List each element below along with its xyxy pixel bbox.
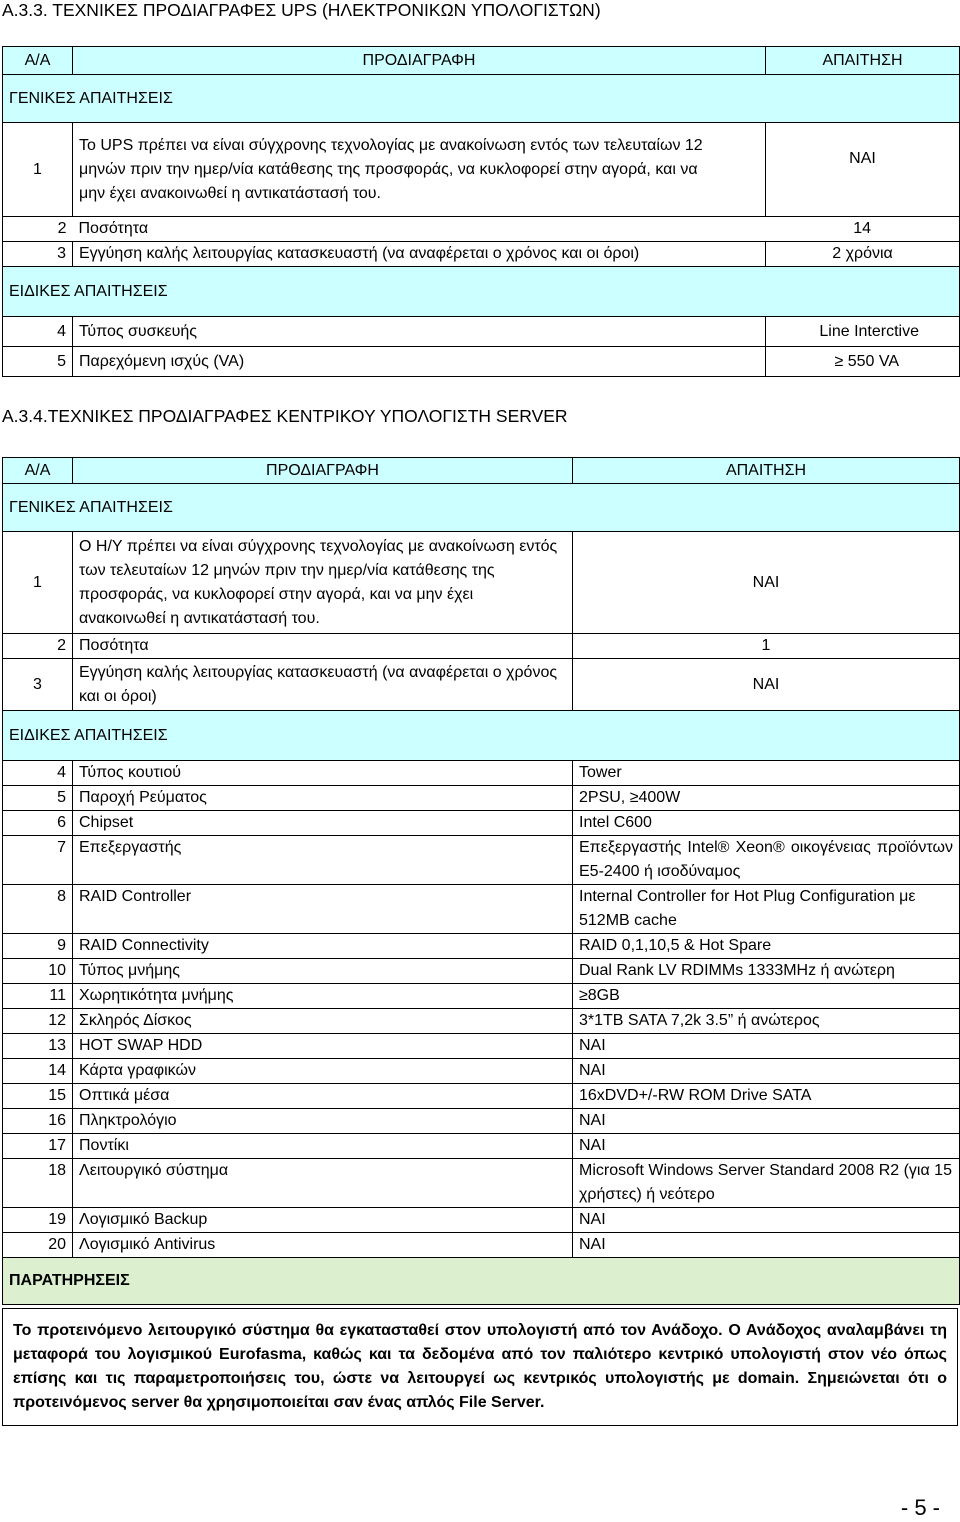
row-number: 2	[3, 217, 73, 242]
table-row	[3, 761, 960, 786]
remarks-title: ΠΑΡΑΤΗΡΗΣΕΙΣ	[3, 1258, 960, 1305]
table-row	[3, 242, 960, 267]
row-spec: Ποσότητα	[73, 634, 573, 659]
row-spec: Το UPS πρέπει να είναι σύγχρονης τεχνολογίας με ανακοίνωση εντός των τελευταίων 12 μηνών πριν την ημερ/νία κατάθεσης της προσφοράς, να κυκλοφορεί στην αγορά, και να μην έχει ανακοινωθεί η αντικατάστασή του.	[73, 123, 766, 217]
row-spec: Παρεχόμενη ισχύς (VA)	[73, 347, 766, 377]
ups-section-title: Α.3.3. ΤΕΧΝΙΚΕΣ ΠΡΟΔΙΑΓΡΑΦΕΣ UPS (ΗΛΕΚΤΡΟΝΙΚΩΝ ΥΠΟΛΟΓΙΣΤΩΝ)	[2, 0, 601, 20]
row-number: 1	[3, 532, 73, 634]
row-requirement: ΝΑΙ	[573, 1059, 960, 1084]
row-spec: Τύπος κουτιού	[73, 761, 573, 786]
row-number: 5	[3, 786, 73, 811]
row-requirement: ΝΑΙ	[573, 659, 960, 711]
ups-special-title: ΕΙΔΙΚΕΣ ΑΠΑΙΤΗΣΕΙΣ	[3, 267, 960, 317]
row-number: 2	[3, 634, 73, 659]
table-row	[3, 1208, 960, 1233]
row-requirement: ΝΑΙ	[573, 1134, 960, 1159]
row-requirement: Line Interctive	[766, 317, 960, 347]
row-spec: Τύπος μνήμης	[73, 959, 573, 984]
row-number: 19	[3, 1208, 73, 1233]
row-requirement: 2PSU, ≥400W	[573, 786, 960, 811]
row-number: 9	[3, 934, 73, 959]
row-requirement: ≥8GB	[573, 984, 960, 1009]
row-number: 15	[3, 1084, 73, 1109]
row-spec: RAID Connectivity	[73, 934, 573, 959]
table-row	[3, 532, 960, 634]
row-requirement: Internal Controller for Hot Plug Configuration με 512MB cache	[573, 885, 960, 934]
row-number: 3	[3, 659, 73, 711]
row-requirement: ≥ 550 VA	[766, 347, 960, 377]
table-row	[3, 1109, 960, 1134]
table-row	[3, 659, 960, 711]
table-row	[3, 217, 960, 242]
row-requirement: 2 χρόνια	[766, 242, 960, 267]
row-number: 6	[3, 811, 73, 836]
row-number: 8	[3, 885, 73, 934]
table-row	[3, 634, 960, 659]
row-requirement: Dual Rank LV RDIMMs 1333MHz ή ανώτερη	[573, 959, 960, 984]
table-row	[3, 1134, 960, 1159]
server-header-req: ΑΠΑΙΤΗΣΗ	[573, 458, 960, 484]
row-spec: Κάρτα γραφικών	[73, 1059, 573, 1084]
ups-header-req: ΑΠΑΙΤΗΣΗ	[766, 47, 960, 75]
row-requirement: Tower	[573, 761, 960, 786]
table-row	[3, 959, 960, 984]
row-requirement: RAID 0,1,10,5 & Hot Spare	[573, 934, 960, 959]
row-number: 16	[3, 1109, 73, 1134]
row-requirement: ΝΑΙ	[573, 1034, 960, 1059]
table-row	[3, 984, 960, 1009]
server-section-title: Α.3.4.ΤΕΧΝΙΚΕΣ ΠΡΟΔΙΑΓΡΑΦΕΣ ΚΕΝΤΡΙΚΟΥ ΥΠΟΛΟΓΙΣΤΗ SERVER	[2, 406, 568, 426]
row-spec: Λειτουργικό σύστημα	[73, 1159, 573, 1208]
remarks-text: Το προτεινόμενο λειτουργικό σύστημα θα εγκατασταθεί στον υπολογιστή από τον Ανάδοχο. Ο Ανάδοχος αναλαμβάνει τη μεταφορά του λογισμικού Eurofasma, καθώς και τα δεδομένα από τον παλιότερο κεντρικό υπολογιστή στον νέο όπως επίσης και τις παραμετροποιήσεις του, ώστε να λειτουργεί ως κεντρικός υπολογιστής με domain. Σημειώνεται ότι ο προτεινόμενος server θα χρησιμοποιείται σαν ένας απλός File Server.	[2, 1308, 958, 1426]
row-number: 17	[3, 1134, 73, 1159]
table-row	[3, 123, 960, 217]
table-row	[3, 1009, 960, 1034]
row-number: 1	[3, 123, 73, 217]
table-row	[3, 1084, 960, 1109]
table-row	[3, 786, 960, 811]
row-number: 18	[3, 1159, 73, 1208]
row-spec: Παροχή Ρεύματος	[73, 786, 573, 811]
row-spec: RAID Controller	[73, 885, 573, 934]
row-number: 7	[3, 836, 73, 885]
ups-general-title: ΓΕΝΙΚΕΣ ΑΠΑΙΤΗΣΕΙΣ	[3, 75, 960, 123]
row-number: 12	[3, 1009, 73, 1034]
row-requirement: Επεξεργαστής Intel® Xeon® οικογένειας προϊόντων E5-2400 ή ισοδύναμος	[573, 836, 960, 885]
row-number: 11	[3, 984, 73, 1009]
row-number: 3	[3, 242, 73, 267]
row-spec: Chipset	[73, 811, 573, 836]
row-requirement: ΝΑΙ	[573, 1109, 960, 1134]
table-row	[3, 811, 960, 836]
row-spec: Χωρητικότητα μνήμης	[73, 984, 573, 1009]
server-general-title: ΓΕΝΙΚΕΣ ΑΠΑΙΤΗΣΕΙΣ	[3, 484, 960, 532]
row-spec: Οπτικά μέσα	[73, 1084, 573, 1109]
server-spec-table	[2, 457, 960, 1305]
row-number: 10	[3, 959, 73, 984]
server-special-title: ΕΙΔΙΚΕΣ ΑΠΑΙΤΗΣΕΙΣ	[3, 711, 960, 761]
row-requirement: ΝΑΙ	[766, 123, 960, 217]
row-requirement: 14	[766, 217, 960, 242]
row-spec: Σκληρός Δίσκος	[73, 1009, 573, 1034]
row-number: 4	[3, 761, 73, 786]
table-row	[3, 347, 960, 377]
table-row	[3, 1233, 960, 1258]
server-header-spec: ΠΡΟΔΙΑΓΡΑΦΗ	[73, 458, 573, 484]
row-spec: Εγγύηση καλής λειτουργίας κατασκευαστή (να αναφέρεται ο χρόνος και οι όροι)	[73, 242, 766, 267]
row-spec: Ποσότητα	[73, 217, 766, 242]
row-number: 14	[3, 1059, 73, 1084]
row-requirement: Microsoft Windows Server Standard 2008 R2 (για 15 χρήστες) ή νεότερο	[573, 1159, 960, 1208]
page-number: - 5 -	[900, 1495, 940, 1520]
table-row	[3, 934, 960, 959]
row-spec: Επεξεργαστής	[73, 836, 573, 885]
table-row	[3, 1159, 960, 1208]
row-spec: HOT SWAP HDD	[73, 1034, 573, 1059]
table-row	[3, 1034, 960, 1059]
row-spec: Πληκτρολόγιο	[73, 1109, 573, 1134]
row-number: 4	[3, 317, 73, 347]
row-spec: Εγγύηση καλής λειτουργίας κατασκευαστή (να αναφέρεται ο χρόνος και οι όροι)	[73, 659, 573, 711]
table-row	[3, 836, 960, 885]
ups-spec-table	[2, 46, 960, 377]
row-requirement: 1	[573, 634, 960, 659]
row-number: 13	[3, 1034, 73, 1059]
row-requirement: ΝΑΙ	[573, 1233, 960, 1258]
row-number: 20	[3, 1233, 73, 1258]
table-row	[3, 317, 960, 347]
row-spec: Τύπος συσκευής	[73, 317, 766, 347]
row-requirement: ΝΑΙ	[573, 1208, 960, 1233]
row-number: 5	[3, 347, 73, 377]
table-row	[3, 1059, 960, 1084]
table-row	[3, 885, 960, 934]
row-requirement: ΝΑΙ	[573, 532, 960, 634]
row-spec: Λογισμικό Antivirus	[73, 1233, 573, 1258]
row-spec: Ποντίκι	[73, 1134, 573, 1159]
row-requirement: 3*1TB SATA 7,2k 3.5” ή ανώτερος	[573, 1009, 960, 1034]
row-requirement: Intel C600	[573, 811, 960, 836]
ups-header-spec: ΠΡΟΔΙΑΓΡΑΦΗ	[73, 47, 766, 75]
row-requirement: 16xDVD+/-RW ROM Drive SATA	[573, 1084, 960, 1109]
row-spec: Ο Η/Υ πρέπει να είναι σύγχρονης τεχνολογίας με ανακοίνωση εντός των τελευταίων 12 μηνών πριν την ημερ/νία κατάθεσης της προσφοράς, να κυκλοφορεί στην αγορά, και να μην έχει ανακοινωθεί η αντικατάστασή του.	[73, 532, 573, 634]
server-header-aa: Α/Α	[3, 458, 73, 484]
row-spec: Λογισμικό Backup	[73, 1208, 573, 1233]
ups-header-aa: Α/Α	[3, 47, 73, 75]
